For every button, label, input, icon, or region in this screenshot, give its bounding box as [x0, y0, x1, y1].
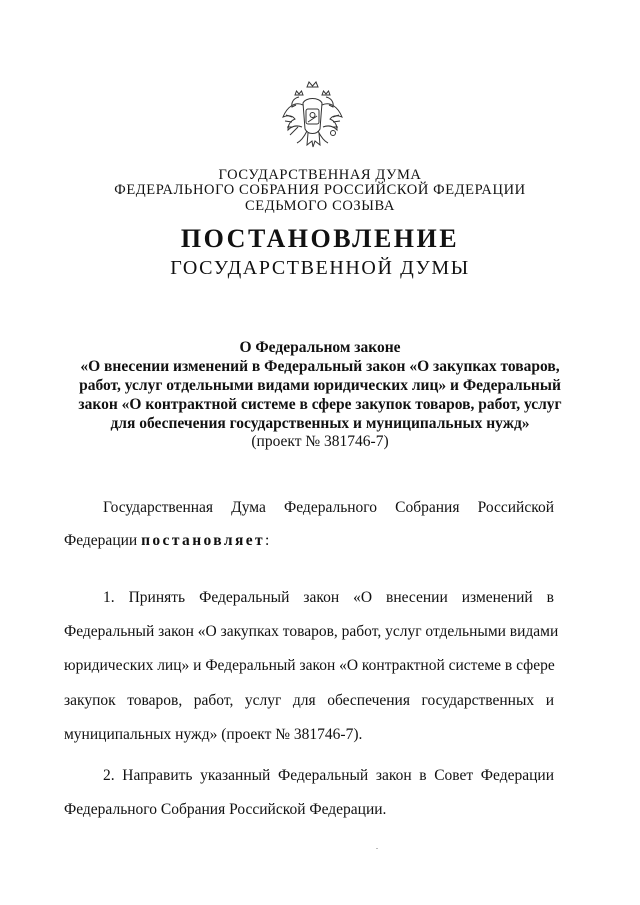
- preamble-line-2: [64, 531, 554, 551]
- subject-line-2: «О внесении изменений в Федеральный закон «О закупках товаров,: [80, 358, 560, 375]
- header-line-2: ФЕДЕРАЛЬНОГО СОБРАНИЯ РОССИЙСКОЙ ФЕДЕРАЦИИ: [114, 182, 526, 198]
- scan-speck: [376, 848, 378, 849]
- item-2-line-2: Федерального Собрания Российской Федерации.: [64, 801, 387, 818]
- double-headed-eagle-emblem-icon: [275, 75, 350, 162]
- preamble-colon: :: [265, 532, 270, 549]
- item-1-line-3: юридических лиц» и Федеральный закон «О контрактной системе в сфере: [64, 657, 555, 674]
- preamble-prefix: Федерации: [64, 532, 142, 549]
- subject-line-5: для обеспечения государственных и муниципальных нужд»: [110, 415, 530, 432]
- item-1-line-2: Федеральный закон «О закупках товаров, работ, услуг отдельными видами: [64, 623, 559, 640]
- bill-number: (проект № 381746-7): [251, 433, 389, 450]
- coat-of-arms-emblem: [275, 75, 350, 162]
- subject-line-4: закон «О контрактной системе в сфере закупок товаров, работ, услуг: [78, 396, 562, 413]
- subject-line-1: О Федеральном законе: [239, 339, 401, 356]
- document-type-title: ПОСТАНОВЛЕНИЕ: [180, 224, 460, 253]
- item-1-line-5: муниципальных нужд» (проект № 381746-7).: [64, 726, 363, 743]
- subject-line-3: работ, услуг отдельными видами юридических лиц» и Федеральный: [79, 377, 561, 394]
- item-1-line-4: закупок товаров, работ, услуг для обеспечения государственных и: [64, 692, 554, 709]
- item-1-line-1: 1. Принять Федеральный закон «О внесении изменений в: [103, 589, 554, 606]
- preamble-verb: постановляет: [141, 532, 266, 549]
- preamble-line-1: Государственная Дума Федерального Собрания Российской: [103, 499, 554, 516]
- document-issuer-subtitle: ГОСУДАРСТВЕННОЙ ДУМЫ: [170, 257, 470, 279]
- header-line-1: ГОСУДАРСТВЕННАЯ ДУМА: [218, 167, 422, 183]
- item-2-line-1: 2. Направить указанный Федеральный закон в Совет Федерации: [103, 767, 554, 784]
- header-line-3: СЕДЬМОГО СОЗЫВА: [245, 198, 395, 214]
